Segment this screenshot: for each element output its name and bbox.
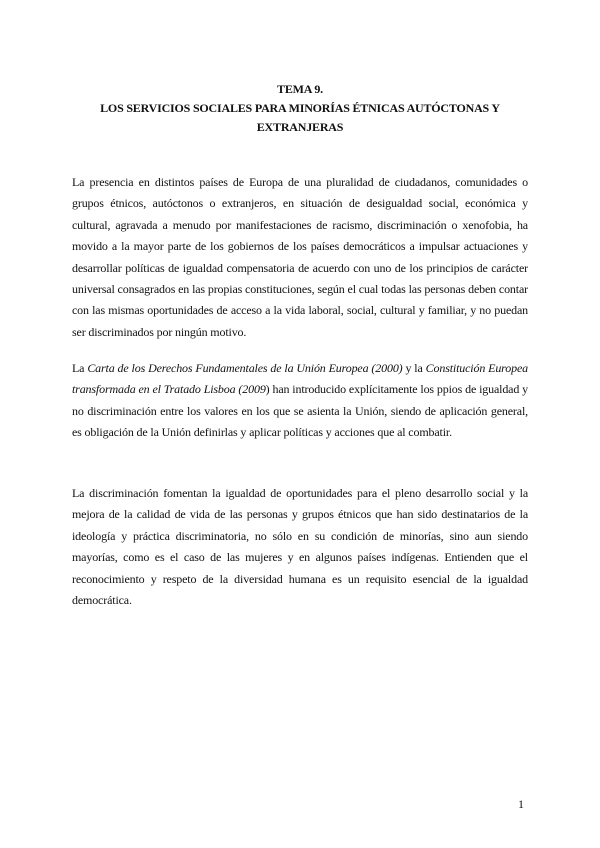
paragraph-2 bbox=[72, 358, 528, 444]
paragraph-2-citation-charter: Carta de los Derechos Fundamentales de la Unión Europea (2000) bbox=[87, 361, 403, 375]
document-title bbox=[80, 80, 520, 137]
page-number: 1 bbox=[518, 797, 524, 811]
paragraph-1: La presencia en distintos países de Europa de una pluralidad de ciudadanos, comunidades o grupos étnicos, autóctonos o extranjeros, en situación de desigualdad social, económica y cultural, agravada a menudo por manifestaciones de racismo, discriminación o xenofobia, ha movido a la mayor parte de los gobiernos de los países democráticos a impulsar actuaciones y desarrollar políticas de igualdad compensatoria de acuerdo con uno de los principios de carácter universal consagrados en las propias constituciones, según el cual todas las personas deben contar con las mismas oportunidades de acceso a la vida laboral, social, cultural y familiar, y no puedan ser discriminados por ningún motivo. bbox=[72, 175, 528, 339]
paragraph-2-text-c: ) han introducido explícitamente los ppios de igualdad y no discriminación entre los valores en los que se asienta la Unión, siendo de aplicación general, es obligación de la Unión definirlas y aplicar políticas y acciones que al combatir. bbox=[72, 382, 528, 440]
title-line-topic: TEMA 9. bbox=[277, 82, 323, 96]
paragraph-2-text-b: y la bbox=[402, 361, 426, 375]
title-line-main: LOS SERVICIOS SOCIALES PARA MINORÍAS ÉTNICAS AUTÓCTONAS Y bbox=[100, 101, 500, 115]
title-line-continuation: EXTRANJERAS bbox=[256, 120, 344, 134]
paragraph-3: La discriminación fomentan la igualdad de oportunidades para el pleno desarrollo social y la mejora de la calidad de vida de las personas y grupos étnicos que han sido destinatarios de la ideología y práctica discriminatoria, no sólo en su condición de minorías, sino aun siendo mayorías, como es el caso de las mujeres y en algunos países indígenas. Entienden que el reconocimiento y respeto de la diversidad humana es un requisito esencial de la igualdad democrática. bbox=[72, 486, 528, 608]
paragraph-2-citation-treaty: Constitución Europea transformada en el Tratado Lisboa (2009 bbox=[72, 361, 528, 397]
paragraph-2-text-a: La bbox=[72, 361, 88, 375]
